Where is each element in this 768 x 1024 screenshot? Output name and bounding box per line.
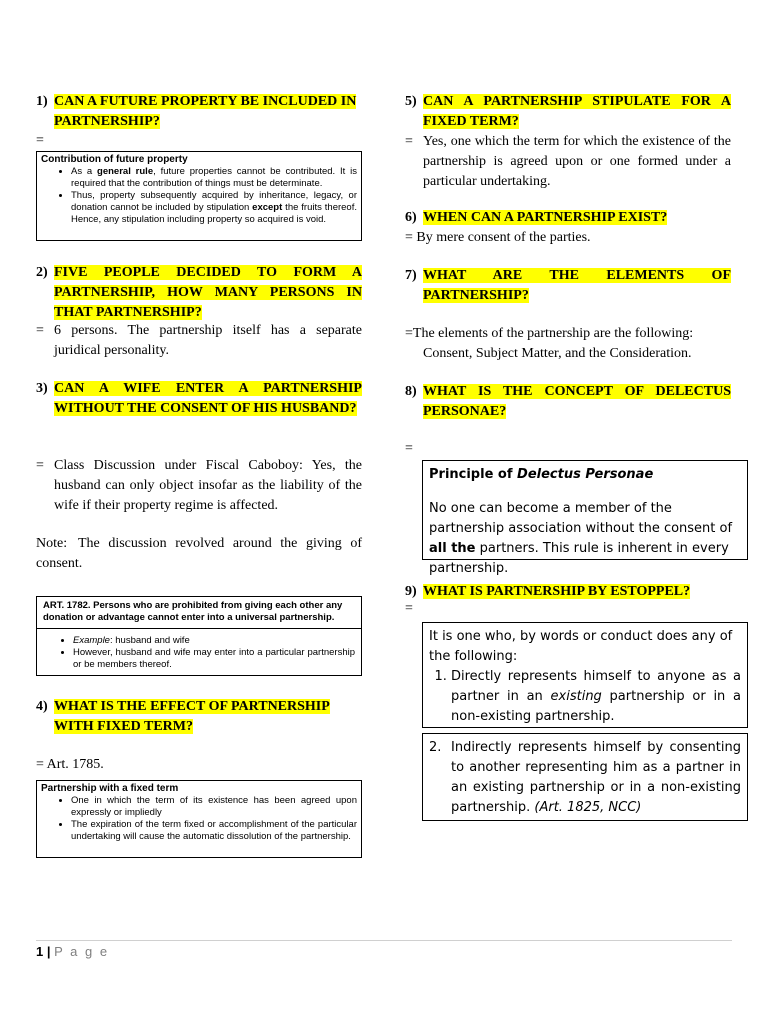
note-3 [36, 534, 362, 574]
note-lead: Note: [36, 536, 68, 551]
item-text: Directly represents himself to anyone as a partner in an [451, 669, 741, 704]
answer-2 [36, 321, 362, 361]
answer-7 [405, 324, 731, 364]
answer-6: = By mere consent of the parties. [405, 230, 591, 245]
box-title: ART. 1782. Persons who are prohibited from giving each other any donation or advantage cannot enter into a universal partnership. [43, 600, 343, 623]
item-text: partnership or in a non-existing partnership. [451, 689, 742, 724]
note-text: The discussion revolved around the giving of consent. [36, 536, 362, 571]
question-text: WHEN CAN A PARTNERSHIP EXIST? [423, 210, 668, 225]
page-footer [36, 944, 109, 959]
question-5 [405, 92, 731, 132]
answer-1: = [36, 133, 44, 148]
answer-3 [36, 456, 362, 516]
box-title-italic: Delectus Personae [517, 467, 654, 482]
question-text: FIVE PEOPLE DECIDED TO FORM A PARTNERSHIP, HOW MANY PERSONS IN THAT PARTNERSHIP? [54, 265, 362, 320]
page-label: P a g e [54, 944, 110, 959]
box-title-text: Principle of [429, 467, 518, 482]
question-number: 2) [36, 265, 48, 280]
box-item: • However, husband and wife may enter into a particular partnership or be members thereof. [73, 647, 355, 671]
box-intro: It is one who, by words or conduct does any of the following: [429, 629, 733, 664]
question-1 [36, 92, 362, 132]
question-number: 5) [405, 94, 417, 109]
answer-lead: = [405, 134, 413, 149]
question-text: WHAT ARE THE ELEMENTS OF PARTNERSHIP? [423, 268, 731, 303]
box-item: • One in which the term of its existence has been agreed upon expressly or impliedly [71, 795, 357, 819]
question-text: CAN A PARTNERSHIP STIPULATE FOR A FIXED TERM? [423, 94, 731, 129]
answer-text: Yes, one which the term for which the existence of the partnership is agreed upon or one formed under a particular undertaking. [423, 134, 731, 189]
question-number: 1) [36, 94, 48, 109]
question-9 [405, 582, 731, 602]
question-number: 6) [405, 210, 417, 225]
question-text: WHAT IS THE EFFECT OF PARTNERSHIP WITH FIXED TERM? [54, 699, 330, 734]
question-text: CAN A WIFE ENTER A PARTNERSHIP WITHOUT THE CONSENT OF HIS HUSBAND? [54, 381, 362, 416]
answer-text: Class Discussion under Fiscal Caboboy: Yes, the husband can only object insofar as the liability of the wife if their property regime is affected. [54, 458, 362, 513]
box-item: • Thus, property subsequently acquired by inheritance, legacy, or donation cannot be included by stipulation except the fruits thereof. Hence, any stipulation including property so acquired is void. [71, 190, 357, 226]
question-6 [405, 208, 731, 228]
box-item: • Example: husband and wife [73, 635, 355, 647]
question-number: 7) [405, 268, 417, 283]
question-number: 8) [405, 384, 417, 399]
answer-text: Consent, Subject Matter, and the Consideration. [423, 346, 692, 361]
art-1782-box [36, 596, 362, 676]
box-item: • The expiration of the term fixed or accomplishment of the particular undertaking will cause the automatic dissolution of the partnership. [71, 819, 357, 843]
answer-lead: = [36, 458, 44, 473]
item-italic: existing [550, 689, 602, 704]
question-text: WHAT IS THE CONCEPT OF DELECTUS PERSONAE? [423, 384, 731, 419]
question-text: WHAT IS PARTNERSHIP BY ESTOPPEL? [423, 584, 691, 599]
answer-lead: = [36, 323, 44, 338]
question-number: 9) [405, 584, 417, 599]
estoppel-box-2 [422, 733, 748, 821]
box-item [451, 667, 741, 727]
page-number: 1 [36, 944, 44, 959]
box-title [429, 465, 741, 485]
box-body-text: partners. This rule is inherent in every partnership. [429, 541, 729, 576]
answer-9: = [405, 601, 413, 616]
question-2 [36, 263, 362, 323]
item-italic: (Art. 1825, NCC) [534, 800, 642, 815]
item-number: 2. [429, 740, 442, 755]
fixed-term-box [36, 780, 362, 858]
delectus-personae-box [422, 460, 748, 576]
answer-8: = [405, 441, 413, 456]
question-3 [36, 379, 362, 419]
box-title: Contribution of future property [41, 154, 188, 165]
footer-separator: | [46, 944, 51, 959]
question-8 [405, 382, 731, 422]
answer-5 [405, 132, 731, 192]
answer-text: 6 persons. The partnership itself has a separate juridical personality. [54, 323, 362, 358]
question-7 [405, 266, 731, 306]
box-body [429, 499, 741, 579]
question-text: CAN A FUTURE PROPERTY BE INCLUDED IN PARTNERSHIP? [54, 94, 357, 129]
estoppel-box-1 [422, 622, 748, 728]
answer-lead: =The elements of the partnership are the following: [405, 326, 694, 341]
box-item [429, 738, 741, 818]
question-number: 3) [36, 381, 48, 396]
footer-divider [36, 940, 732, 941]
box-item: • As a general rule, future properties cannot be contributed. It is required that the contribution of things must be determinate. [71, 166, 357, 190]
future-property-box [36, 151, 362, 241]
box-body-text: No one can become a member of the partnership association without the consent of [429, 501, 733, 536]
answer-4: = Art. 1785. [36, 757, 104, 772]
item-text: Indirectly represents himself by consenting to another representing him as a partner in an existing partnership or in a non-existing partnership. [451, 740, 741, 815]
box-title: Partnership with a fixed term [41, 783, 179, 794]
box-body-bold: all the [429, 541, 476, 556]
question-4 [36, 697, 362, 737]
question-number: 4) [36, 699, 48, 714]
